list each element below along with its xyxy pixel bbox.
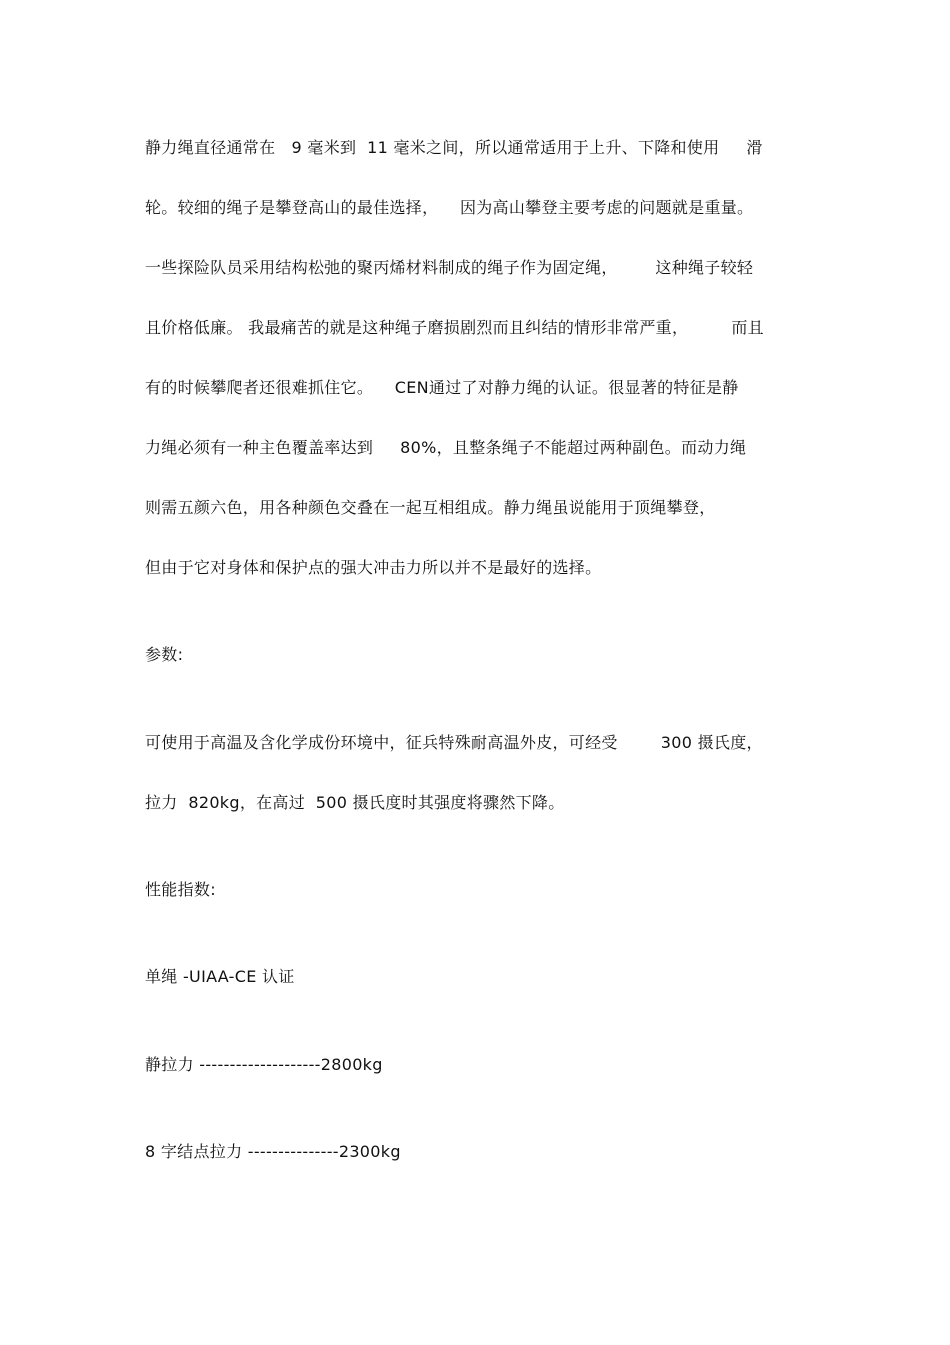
performance-heading: 性能指数: xyxy=(145,880,216,899)
paragraph-line-2: 轮。较细的绳子是攀登高山的最佳选择， 因为高山攀登主要考虑的问题就是重量。 xyxy=(145,198,754,217)
params-line-2: 拉力 820kg，在高过 500 摄氏度时其强度将骤然下降。 xyxy=(145,793,565,812)
knot-tension-line: 8 字结点拉力 ---------------2300kg xyxy=(145,1142,401,1161)
paragraph-line-8: 但由于它对身体和保护点的强大冲击力所以并不是最好的选择。 xyxy=(145,558,602,577)
paragraph-line-7: 则需五颜六色，用各种颜色交叠在一起互相组成。静力绳虽说能用于顶绳攀登， xyxy=(145,498,716,517)
paragraph-line-1: 静力绳直径通常在 9 毫米到 11 毫米之间，所以通常适用于上升、下降和使用 滑 xyxy=(145,138,763,157)
paragraph-line-6: 力绳必须有一种主色覆盖率达到 80%，且整条绳子不能超过两种副色。而动力绳 xyxy=(145,438,747,457)
static-tension-line: 静拉力 --------------------2800kg xyxy=(145,1055,383,1074)
paragraph-line-5: 有的时候攀爬者还很难抓住它。 CEN通过了对静力绳的认证。很显著的特征是静 xyxy=(145,378,739,397)
params-line-1: 可使用于高温及含化学成份环境中，征兵特殊耐高温外皮，可经受 300 摄氏度， xyxy=(145,733,763,752)
params-heading: 参数: xyxy=(145,645,184,664)
paragraph-line-3: 一些探险队员采用结构松弛的聚丙烯材料制成的绳子作为固定绳， 这种绳子较轻 xyxy=(145,258,754,277)
certification-line: 单绳 -UIAA-CE 认证 xyxy=(145,967,295,986)
paragraph-line-4: 且价格低廉。 我最痛苦的就是这种绳子磨损剧烈而且纠结的情形非常严重， 而且 xyxy=(145,318,764,337)
